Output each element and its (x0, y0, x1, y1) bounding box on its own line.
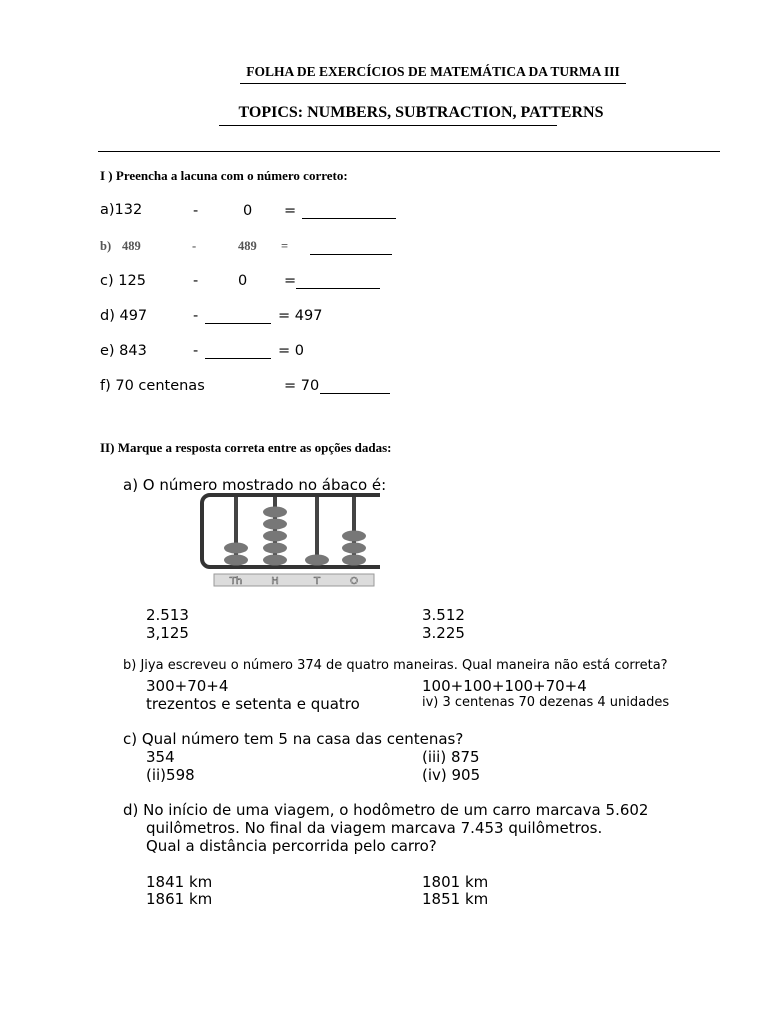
abacus-label-h: H (271, 576, 279, 587)
question-b: b) Jiya escreveu o número 374 de quatro maneiras. Qual maneira não está correta? (123, 658, 668, 673)
question-d-line1: d) No início de uma viagem, o hodômetro de um carro marcava 5.602 (123, 801, 649, 819)
abacus-bead (263, 555, 287, 566)
qa-option-2[interactable]: 3.512 (422, 606, 465, 624)
abacus-label-th: Th (229, 576, 243, 587)
item-d-eq: = 497 (278, 308, 323, 324)
topics-heading: TOPICS: NUMBERS, SUBTRACTION, PATTERNS (238, 104, 604, 121)
item-f-eq: = 70 (284, 378, 320, 394)
abacus-bead (263, 507, 287, 518)
abacus-beads (224, 507, 366, 566)
qc-option-3[interactable]: (ii)598 (146, 766, 195, 784)
question-c: c) Qual número tem 5 na casa das centenas? (123, 730, 464, 748)
item-a-eq: = (284, 203, 297, 219)
abacus-bead (263, 531, 287, 542)
answer-blank-f[interactable] (320, 379, 390, 394)
abacus-bead (305, 555, 329, 566)
abacus-label-t: T (313, 576, 321, 587)
abacus-bead (263, 519, 287, 530)
answer-blank-d[interactable] (205, 309, 271, 324)
worksheet-title: FOLHA DE EXERCÍCIOS DE MATEMÁTICA DA TURMA III (246, 64, 620, 79)
answer-blank-b[interactable] (310, 240, 392, 255)
title-underline (240, 83, 626, 84)
item-b-n1: 489 (122, 239, 141, 253)
abacus-rods (236, 497, 354, 565)
qd-option-4[interactable]: 1851 km (422, 890, 489, 908)
question-d-line2: quilômetros. No final da viagem marcava 7.453 quilômetros. (146, 819, 603, 837)
abacus-image (200, 492, 380, 588)
item-a-label: a) (100, 202, 115, 218)
item-c-n2: 0 (238, 273, 248, 289)
item-a-n1: 132 (114, 202, 143, 218)
abacus-bead (224, 543, 248, 554)
qd-option-1[interactable]: 1841 km (146, 873, 213, 891)
qb-option-2[interactable]: 100+100+100+70+4 (422, 677, 587, 695)
section2-heading: II) Marque a resposta correta entre as opções dadas: (100, 440, 392, 455)
item-e-op: - (193, 343, 199, 359)
item-b-n2: 489 (238, 239, 257, 253)
qa-option-4[interactable]: 3.225 (422, 624, 465, 642)
qc-option-4[interactable]: (iv) 905 (422, 766, 481, 784)
abacus-label-o: O (350, 576, 358, 587)
item-e-label: e) 843 (100, 343, 147, 359)
qb-option-1[interactable]: 300+70+4 (146, 677, 229, 695)
item-d-label: d) 497 (100, 308, 148, 324)
item-b-label: b) (100, 239, 112, 253)
abacus-bead (263, 543, 287, 554)
qb-option-3[interactable]: trezentos e setenta e quatro (146, 695, 360, 713)
section1-heading: I ) Preencha a lacuna com o número correto: (100, 168, 348, 183)
item-a (100, 202, 142, 218)
qd-option-3[interactable]: 1861 km (146, 890, 213, 908)
item-e-eq: = 0 (278, 343, 304, 359)
abacus-bead (342, 543, 366, 554)
qb-option-4[interactable]: iv) 3 centenas 70 dezenas 4 unidades (422, 695, 670, 710)
qc-option-2[interactable]: (iii) 875 (422, 748, 480, 766)
item-b-eq: = (281, 239, 289, 253)
abacus-bead (342, 555, 366, 566)
topics-underline (219, 125, 557, 126)
question-d-line3: Qual a distância percorrida pelo carro? (146, 837, 437, 855)
item-b-op: - (192, 239, 197, 253)
item-c-op: - (193, 273, 199, 289)
divider-line (98, 151, 720, 152)
item-a-op: - (193, 203, 199, 219)
item-c-eq: = (284, 273, 297, 289)
answer-blank-a[interactable] (302, 204, 396, 219)
item-d-op: - (193, 308, 199, 324)
item-c-label: c) 125 (100, 273, 146, 289)
qc-option-1[interactable]: 354 (146, 748, 175, 766)
item-a-n2: 0 (243, 203, 253, 219)
qd-option-2[interactable]: 1801 km (422, 873, 489, 891)
qa-option-3[interactable]: 3,125 (146, 624, 189, 642)
question-a: a) O número mostrado no ábaco é: (123, 476, 387, 494)
abacus-bead (342, 531, 366, 542)
abacus-bead (224, 555, 248, 566)
item-f-label: f) 70 centenas (100, 378, 205, 394)
qa-option-1[interactable]: 2.513 (146, 606, 189, 624)
answer-blank-e[interactable] (205, 344, 271, 359)
answer-blank-c[interactable] (296, 274, 380, 289)
